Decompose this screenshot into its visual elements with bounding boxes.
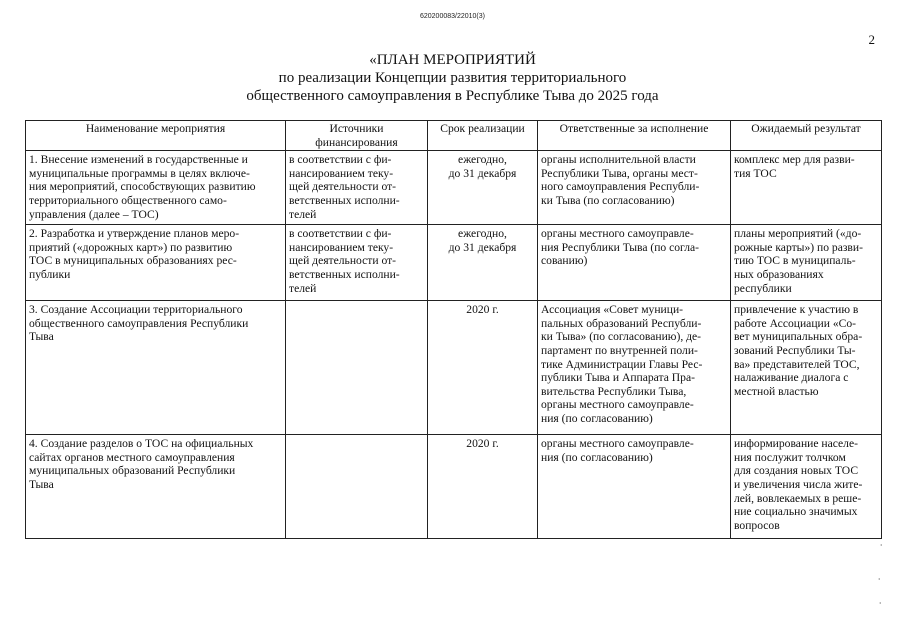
cell-line: органы исполнительной власти — [541, 153, 696, 167]
cell-line: пальных образований Республи- — [541, 316, 702, 330]
cell-line: ния (по согласованию) — [541, 411, 653, 425]
header-name: Наименование мероприятия — [26, 121, 286, 151]
cell-line: ние социально значимых — [734, 505, 858, 519]
cell-line: и увеличения числа жите- — [734, 477, 863, 491]
cell-line: работе Ассоциации «Со- — [734, 316, 857, 330]
cell-funding — [286, 301, 428, 435]
cell-line: планы мероприятий («до- — [734, 227, 862, 241]
cell-line: нансированием теку- — [289, 240, 394, 254]
cell-line: ного самоуправления Республи- — [541, 180, 700, 194]
header-responsible: Ответственные за исполнение — [538, 121, 731, 151]
cell-line: местной властью — [734, 384, 819, 398]
cell-line: 1. Внесение изменений в государственные и — [29, 153, 248, 167]
cell-line: публики Тыва и Аппарата Пра- — [541, 371, 695, 385]
cell-line: муниципальные программы в целях включе- — [29, 166, 250, 180]
cell-line: рожные карты») по разви- — [734, 240, 863, 254]
page-number: 2 — [868, 32, 875, 47]
cell-line: 2020 г. — [466, 437, 499, 451]
cell-line: зований Республики Ты- — [734, 343, 856, 357]
cell-line: Тыва — [29, 477, 54, 491]
table-row — [26, 151, 882, 225]
cell-line: ТОС в муниципальных образованиях рес- — [29, 254, 237, 268]
cell-name — [26, 151, 286, 225]
cell-line: ветственных исполни- — [289, 267, 400, 281]
cell-line: партамент по внутренней поли- — [541, 343, 698, 357]
document-title — [0, 51, 905, 105]
header-result: Ожидаемый результат — [731, 121, 882, 151]
cell-result — [731, 435, 882, 539]
cell-line: ветственных исполни- — [289, 193, 400, 207]
cell-line: управления (далее – ТОС) — [29, 207, 159, 221]
cell-line: публики — [29, 267, 71, 281]
cell-line: вет муниципальных обра- — [734, 330, 863, 344]
cell-responsible — [538, 225, 731, 301]
cell-line: тике Администрации Главы Рес- — [541, 357, 703, 371]
plan-table — [25, 120, 882, 539]
cell-line: до 31 декабря — [448, 166, 517, 180]
cell-line: приятий («дорожных карт») по развитию — [29, 240, 233, 254]
document-code: 620200083/22010(3) — [419, 13, 485, 20]
cell-line: органы местного самоуправле- — [541, 227, 694, 241]
cell-line: ежегодно, — [458, 153, 507, 167]
cell-line: Республики Тыва, органы мест- — [541, 166, 698, 180]
scan-artifact-mark: ⸱ — [879, 598, 882, 608]
cell-term — [428, 435, 538, 539]
cell-line: ния Республики Тыва (по согла- — [541, 240, 700, 254]
cell-name — [26, 301, 286, 435]
cell-line: 3. Создание Ассоциации территориального — [29, 303, 243, 317]
cell-term — [428, 151, 538, 225]
cell-line: ки Тыва (по согласованию) — [541, 193, 675, 207]
cell-line: 2. Разработка и утверждение планов меро- — [29, 227, 240, 241]
cell-result — [731, 225, 882, 301]
cell-term — [428, 301, 538, 435]
cell-line: муниципальных образований Республики — [29, 464, 236, 478]
cell-line: налаживание диалога с — [734, 371, 849, 385]
cell-line: органы местного самоуправле- — [541, 398, 694, 412]
cell-line: ки Тыва» (по согласованию), де- — [541, 330, 702, 344]
cell-line: в соответствии с фи- — [289, 227, 392, 241]
cell-line: Тыва — [29, 330, 54, 344]
cell-line: комплекс мер для разви- — [734, 153, 855, 167]
cell-line: ния (по согласованию) — [541, 450, 653, 464]
cell-line: сайтах органов местного самоуправления — [29, 450, 235, 464]
cell-name — [26, 435, 286, 539]
cell-term — [428, 225, 538, 301]
cell-line: в соответствии с фи- — [289, 153, 392, 167]
cell-line: вопросов — [734, 518, 780, 532]
cell-line: ежегодно, — [458, 227, 507, 241]
header-funding-line: Источники — [329, 122, 384, 135]
cell-line: территориального общественного само- — [29, 193, 227, 207]
cell-funding — [286, 151, 428, 225]
cell-line: ва» представителей ТОС, — [734, 357, 860, 371]
cell-funding — [286, 225, 428, 301]
cell-line: Ассоциация «Совет муници- — [541, 303, 684, 317]
header-funding-line: финансирования — [315, 135, 398, 149]
cell-line: щей деятельности от- — [289, 180, 397, 194]
cell-line: телей — [289, 207, 317, 221]
cell-line: тия ТОС — [734, 166, 777, 180]
table-row — [26, 301, 882, 435]
cell-responsible — [538, 301, 731, 435]
cell-line: щей деятельности от- — [289, 254, 397, 268]
cell-line: вительства Республики Тыва, — [541, 384, 687, 398]
cell-line: лей, вовлекаемых в реше- — [734, 491, 862, 505]
cell-line: привлечение к участию в — [734, 303, 859, 317]
cell-line: для создания новых ТОС — [734, 464, 859, 478]
cell-line: до 31 декабря — [448, 240, 517, 254]
title-line-2: по реализации Концепции развития территориального — [278, 70, 627, 86]
cell-line: 2020 г. — [466, 303, 499, 317]
cell-line: ния мероприятий, способствующих развитию — [29, 180, 256, 194]
title-line-3: общественного самоуправления в Республике Тыва до 2025 года — [246, 88, 659, 104]
cell-funding — [286, 435, 428, 539]
table-header-row — [26, 121, 882, 151]
scan-artifact-mark: ⸱ — [878, 574, 881, 584]
header-funding — [286, 121, 428, 151]
table-row — [26, 225, 882, 301]
title-line-1: «ПЛАН МЕРОПРИЯТИЙ — [369, 52, 536, 68]
cell-line: информирование населе- — [734, 437, 858, 451]
cell-line: тию ТОС в муниципаль- — [734, 254, 856, 268]
cell-line: республики — [734, 281, 792, 295]
cell-result — [731, 151, 882, 225]
cell-name — [26, 225, 286, 301]
cell-line: телей — [289, 281, 317, 295]
cell-line: ния послужит толчком — [734, 450, 846, 464]
cell-line: 4. Создание разделов о ТОС на официальных — [29, 437, 254, 451]
scan-artifact-mark: ⸱ — [880, 540, 883, 550]
cell-line: ных образованиях — [734, 267, 824, 281]
header-term: Срок реализации — [428, 121, 538, 151]
table-row — [26, 435, 882, 539]
cell-line: сованию) — [541, 254, 588, 268]
cell-responsible — [538, 435, 731, 539]
cell-line: нансированием теку- — [289, 166, 394, 180]
cell-line: общественного самоуправления Республики — [29, 316, 249, 330]
cell-line: органы местного самоуправле- — [541, 437, 694, 451]
cell-result — [731, 301, 882, 435]
cell-responsible — [538, 151, 731, 225]
